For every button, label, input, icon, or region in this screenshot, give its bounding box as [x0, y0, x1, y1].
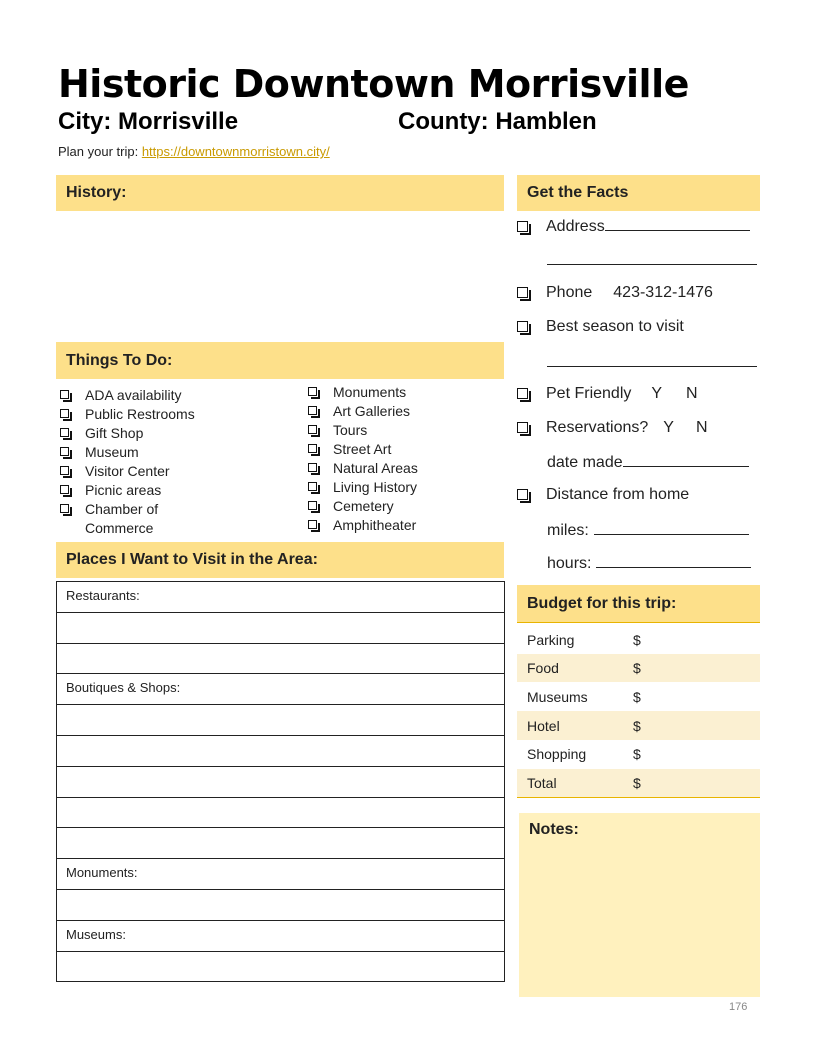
budget-row [517, 654, 760, 683]
places-cell[interactable]: Monuments: [57, 859, 505, 890]
todo-right-item-label: Monuments [333, 384, 407, 400]
checkbox[interactable] [308, 482, 317, 491]
plan-trip-line [58, 144, 330, 159]
todo-right-item[interactable] [308, 421, 498, 440]
address-line-2[interactable] [547, 250, 757, 265]
county-label: County: Hamblen [398, 108, 597, 135]
todo-left-item[interactable] [60, 462, 280, 481]
places-row [57, 735, 505, 766]
places-row [57, 582, 505, 613]
things-to-do-left-list [60, 386, 280, 538]
todo-left-item[interactable] [60, 443, 280, 462]
budget-row-label: Food [527, 660, 559, 677]
budget-row [517, 769, 760, 798]
notes-box[interactable] [519, 813, 760, 997]
places-cell[interactable]: Restaurants: [57, 582, 505, 613]
places-row [57, 859, 505, 890]
budget-row [517, 625, 760, 654]
budget-row-label: Museums [527, 688, 588, 705]
budget-row-amount[interactable]: $ [633, 660, 641, 677]
address-checkbox[interactable] [517, 221, 528, 232]
city-label: City: Morrisville [58, 108, 239, 135]
todo-left-item-label: Visitor Center [85, 463, 170, 479]
places-cell[interactable] [57, 797, 505, 828]
fact-best-season-line [547, 352, 757, 372]
checkbox[interactable] [308, 444, 317, 453]
todo-right-item[interactable] [308, 497, 498, 516]
places-row [57, 705, 505, 736]
todo-right-item[interactable] [308, 516, 498, 535]
checkbox[interactable] [60, 390, 69, 399]
things-to-do-heading-label: Things To Do: [66, 351, 173, 369]
todo-left-item-label: Chamber of Commerce [85, 501, 159, 536]
todo-left-item-label: Museum [85, 444, 139, 460]
places-cell[interactable] [57, 889, 505, 920]
budget-row-amount[interactable]: $ [633, 631, 641, 648]
hours-line[interactable] [596, 553, 751, 568]
places-cell[interactable] [57, 828, 505, 859]
todo-left-item[interactable] [60, 481, 280, 500]
places-row [57, 920, 505, 951]
places-row [57, 766, 505, 797]
checkbox[interactable] [60, 409, 69, 418]
places-cell[interactable] [57, 951, 505, 982]
reservations-yes[interactable]: Y [663, 419, 674, 436]
budget-row-label: Total [527, 774, 557, 791]
places-heading [56, 542, 504, 578]
todo-left-item-label: Gift Shop [85, 425, 144, 441]
fact-address [517, 216, 750, 236]
history-heading-label: History: [66, 184, 127, 201]
places-row [57, 643, 505, 674]
todo-right-item-label: Art Galleries [333, 403, 411, 419]
fact-address-line-2 [547, 250, 757, 270]
todo-right-item[interactable] [308, 402, 498, 421]
places-cell[interactable] [57, 643, 505, 674]
phone-value: 423-312-1476 [613, 284, 713, 301]
facts-heading-label: Get the Facts [527, 184, 629, 201]
reservations-checkbox[interactable] [517, 422, 528, 433]
budget-row-label: Parking [527, 631, 575, 648]
fact-reservations [517, 419, 708, 437]
fact-date-made [547, 452, 749, 472]
checkbox[interactable] [308, 387, 317, 396]
todo-right-item[interactable] [308, 383, 498, 402]
budget-row [517, 682, 760, 711]
fact-pet-friendly [517, 385, 698, 403]
places-cell[interactable] [57, 735, 505, 766]
fact-phone [517, 284, 713, 302]
miles-line[interactable] [594, 520, 749, 535]
todo-right-item-label: Street Art [333, 441, 392, 457]
budget-heading [517, 585, 760, 623]
places-cell[interactable] [57, 705, 505, 736]
fact-distance [517, 486, 689, 504]
notes-heading: Notes: [529, 821, 579, 838]
places-row [57, 828, 505, 859]
things-to-do-right-list [308, 383, 498, 535]
budget-row [517, 740, 760, 769]
pet-friendly-yes[interactable]: Y [651, 385, 663, 402]
date-made-line[interactable] [623, 452, 749, 467]
facts-heading [517, 175, 760, 211]
todo-right-item-label: Cemetery [333, 498, 394, 514]
checkbox[interactable] [308, 520, 317, 529]
budget-row-amount[interactable]: $ [633, 774, 641, 791]
pet-friendly-no[interactable]: N [686, 385, 698, 402]
best-season-label: Best season to visit [546, 318, 684, 335]
places-cell[interactable] [57, 612, 505, 643]
todo-left-item[interactable] [60, 424, 280, 443]
todo-right-item-label: Natural Areas [333, 460, 418, 476]
budget-row-amount[interactable]: $ [633, 717, 641, 734]
todo-left-item[interactable] [60, 500, 280, 538]
address-line[interactable] [605, 216, 750, 231]
plan-trip-link[interactable]: https://downtownmorristown.city/ [141, 144, 330, 159]
address-label: Address [546, 218, 605, 235]
best-season-checkbox[interactable] [517, 321, 528, 332]
miles-label: miles: [547, 522, 589, 539]
checkbox[interactable] [308, 501, 317, 510]
budget-row-label: Shopping [527, 746, 587, 763]
places-table [56, 581, 505, 982]
reservations-label: Reservations? [546, 419, 649, 436]
todo-left-item[interactable] [60, 386, 280, 405]
fact-best-season [517, 318, 684, 336]
todo-right-item-label: Tours [333, 422, 368, 438]
places-cell[interactable] [57, 766, 505, 797]
todo-left-item-label: Public Restrooms [85, 406, 195, 422]
checkbox[interactable] [60, 428, 69, 437]
page-title: Historic Downtown Morrisville [58, 62, 689, 106]
checkbox[interactable] [308, 406, 317, 415]
distance-checkbox[interactable] [517, 489, 528, 500]
phone-checkbox[interactable] [517, 287, 528, 298]
places-row [57, 889, 505, 920]
best-season-line[interactable] [547, 352, 757, 367]
things-to-do-heading [56, 342, 504, 379]
places-cell[interactable]: Boutiques & Shops: [57, 674, 505, 705]
todo-left-item-label: ADA availability [85, 387, 182, 403]
todo-right-item[interactable] [308, 478, 498, 497]
reservations-no[interactable]: N [695, 419, 708, 436]
hours-label: hours: [547, 555, 592, 572]
todo-right-item[interactable] [308, 459, 498, 478]
budget-row [517, 711, 760, 740]
todo-right-item[interactable] [308, 440, 498, 459]
places-cell[interactable]: Museums: [57, 920, 505, 951]
checkbox[interactable] [60, 504, 69, 513]
checkbox[interactable] [308, 463, 317, 472]
fact-hours [547, 553, 751, 573]
page-number: 176 [729, 1001, 748, 1013]
checkbox[interactable] [60, 447, 69, 456]
budget-row-amount[interactable]: $ [633, 746, 641, 763]
places-row [57, 612, 505, 643]
plan-trip-label: Plan your trip: [58, 144, 142, 159]
date-made-label: date made [547, 454, 623, 471]
pet-friendly-label: Pet Friendly [546, 385, 632, 402]
checkbox[interactable] [60, 466, 69, 475]
history-heading [56, 175, 504, 211]
budget-heading-label: Budget for this trip: [527, 594, 677, 612]
places-row [57, 951, 505, 982]
budget-row-label: Hotel [527, 717, 560, 734]
phone-label: Phone [546, 284, 593, 301]
checkbox[interactable] [60, 485, 69, 494]
places-heading-label: Places I Want to Visit in the Area: [66, 551, 318, 568]
todo-left-item-label: Picnic areas [85, 482, 162, 498]
budget-row-amount[interactable]: $ [633, 688, 641, 705]
pet-friendly-checkbox[interactable] [517, 388, 528, 399]
places-row [57, 674, 505, 705]
fact-miles [547, 520, 749, 540]
todo-left-item[interactable] [60, 405, 280, 424]
checkbox[interactable] [308, 425, 317, 434]
distance-label: Distance from home [546, 486, 690, 503]
todo-right-item-label: Living History [333, 479, 418, 495]
todo-right-item-label: Amphitheater [333, 517, 417, 533]
places-row [57, 797, 505, 828]
